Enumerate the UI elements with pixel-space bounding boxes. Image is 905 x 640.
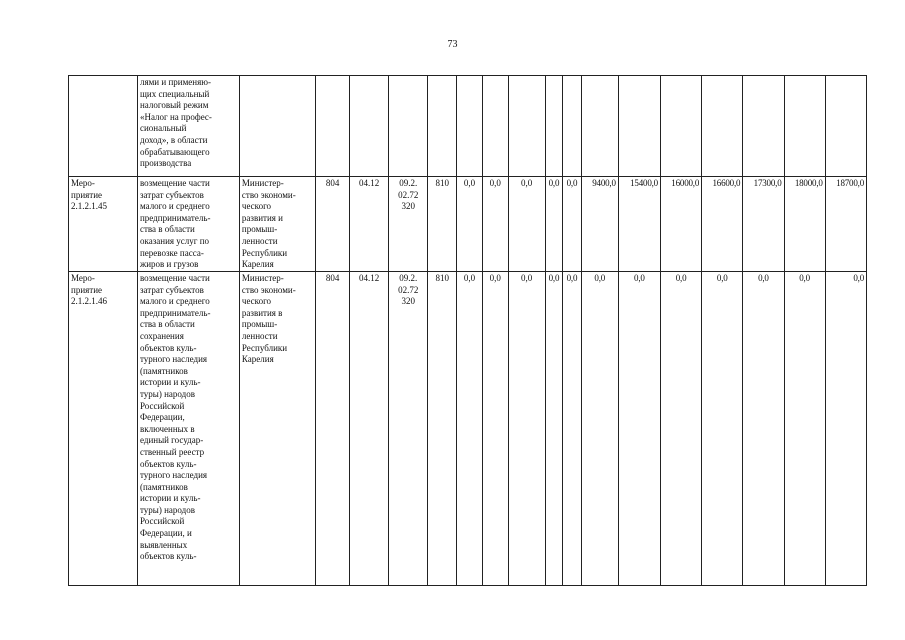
value-cell: 0,0: [743, 272, 784, 586]
value-cell: 0,0: [457, 272, 483, 586]
value-cell: [457, 76, 483, 177]
value-cell: 0,0: [660, 272, 701, 586]
executor-cell: Министер- ство экономи- ческого развития в промыш- ленности Республики Карелия: [239, 272, 315, 586]
value-cell: [825, 76, 866, 177]
value-cell: 0,0: [784, 272, 825, 586]
value-cell: 0,0: [563, 272, 582, 586]
executor-cell: [239, 76, 315, 177]
value-cell: 0,0: [545, 272, 563, 586]
value-cell: 0,0: [508, 272, 545, 586]
description-cell: лями и применяю- щих специальный налоговый режим «Налог на профес- сиональный доход», в области обрабатывающего производства: [137, 76, 239, 177]
value-cell: 0,0: [563, 177, 582, 272]
grbs-cell: 804: [316, 177, 350, 272]
value-cell: 16000,0: [660, 177, 701, 272]
value-cell: 18000,0: [784, 177, 825, 272]
value-cell: 0,0: [545, 177, 563, 272]
value-cell: 0,0: [508, 177, 545, 272]
description-cell: возмещение части затрат субъектов малого и среднего предприниматель- ства в области сохранения объектов куль- турного наследия (памятников истории и куль- туры) народов Российской Федерации, включенных в единый государ- ственный реестр объектов куль- турного наследия (памятников истории и куль- туры) народов Российской Федерации, и выявленных объектов куль-: [137, 272, 239, 586]
value-cell: [660, 76, 701, 177]
value-cell: [545, 76, 563, 177]
event-cell: Меро- приятие 2.1.2.1.45: [69, 177, 138, 272]
table-row: [69, 272, 867, 586]
description-cell: возмещение части затрат субъектов малого и среднего предприниматель- ства в области оказания услуг по перевозке пасса- жиров и грузов: [137, 177, 239, 272]
expense-type-cell: [428, 76, 457, 177]
value-cell: 17300,0: [743, 177, 784, 272]
value-cell: 0,0: [581, 272, 618, 586]
budget-table: [68, 75, 867, 586]
event-cell: Меро- приятие 2.1.2.1.46: [69, 272, 138, 586]
grbs-cell: [316, 76, 350, 177]
grbs-cell: 804: [316, 272, 350, 586]
value-cell: [581, 76, 618, 177]
target-article-cell: [389, 76, 428, 177]
target-article-cell: 09.2. 02.72 320: [389, 177, 428, 272]
value-cell: [618, 76, 660, 177]
value-cell: 18700,0: [825, 177, 866, 272]
value-cell: 0,0: [702, 272, 743, 586]
section-cell: [350, 76, 389, 177]
value-cell: 9400,0: [581, 177, 618, 272]
executor-cell: Министер- ство экономи- ческого развития и промыш- ленности Республики Карелия: [239, 177, 315, 272]
event-cell: [69, 76, 138, 177]
section-cell: 04.12: [350, 177, 389, 272]
value-cell: 0,0: [482, 177, 508, 272]
section-cell: 04.12: [350, 272, 389, 586]
expense-type-cell: 810: [428, 272, 457, 586]
value-cell: [563, 76, 582, 177]
value-cell: [784, 76, 825, 177]
value-cell: 0,0: [457, 177, 483, 272]
value-cell: [482, 76, 508, 177]
value-cell: 0,0: [618, 272, 660, 586]
value-cell: 0,0: [482, 272, 508, 586]
table-row: [69, 76, 867, 177]
value-cell: 16600,0: [702, 177, 743, 272]
value-cell: 15400,0: [618, 177, 660, 272]
table-row: [69, 177, 867, 272]
page-number: 73: [447, 39, 458, 50]
value-cell: [702, 76, 743, 177]
value-cell: 0,0: [825, 272, 866, 586]
expense-type-cell: 810: [428, 177, 457, 272]
value-cell: [743, 76, 784, 177]
target-article-cell: 09.2. 02.72 320: [389, 272, 428, 586]
value-cell: [508, 76, 545, 177]
